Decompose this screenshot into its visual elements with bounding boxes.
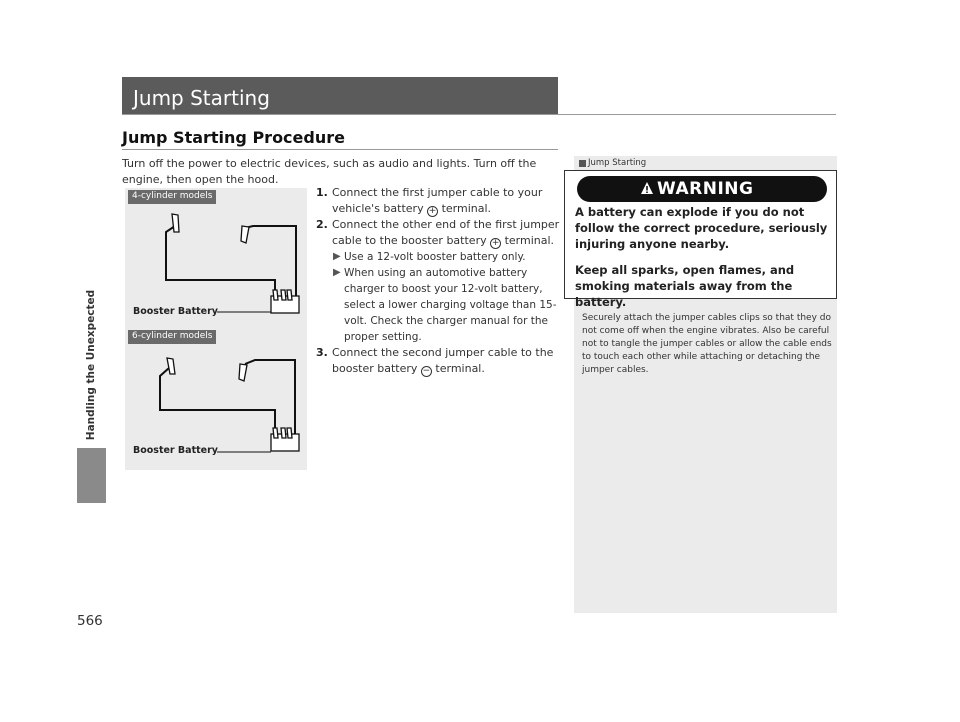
arrow-icon: ▶ (333, 267, 341, 278)
title-bar (122, 77, 558, 115)
step-text: terminal. (501, 234, 555, 247)
step-3 (316, 345, 560, 377)
warning-text: Keep all sparks, open flames, and smoking materials away from the battery. (575, 263, 795, 309)
diagram-4-cylinder (125, 188, 307, 328)
diagram-6-cylinder (125, 328, 307, 470)
booster-battery-label: Booster Battery (133, 306, 218, 317)
warning-triangle-icon (640, 181, 654, 195)
model-tag: 4-cylinder models (128, 190, 216, 204)
intro-text: Turn off the power to electric devices, such as audio and lights. Turn off the engine, then open the hood. (122, 157, 537, 186)
page-title: Jump Starting (133, 86, 270, 110)
section-rule (122, 149, 558, 150)
plus-terminal-icon: + (491, 238, 500, 248)
warning-title: WARNING (657, 179, 754, 199)
side-tab-marker (77, 448, 106, 503)
note-body: Securely attach the jumper cables clips so that they do not come off when the engine vibrates. Also be careful not to tangle the jumper cables or allow the cable ends to touch each other while attaching or detaching the jumper cables. (582, 313, 832, 375)
side-tab-label: Handling the Unexpected (85, 289, 97, 441)
step-text: terminal. (438, 202, 492, 215)
sub-step-text: When using an automotive battery charger to boost your 12-volt battery, select a lower charging voltage than 15-volt. Check the charger manual for the proper setting. (344, 267, 557, 343)
sub-step-text: Use a 12-volt booster battery only. (344, 251, 526, 263)
sub-step (316, 249, 560, 265)
step-1 (316, 185, 560, 217)
arrow-icon: ▶ (333, 251, 341, 262)
step-text: terminal. (431, 362, 485, 375)
plus-terminal-icon: + (428, 206, 437, 216)
step-number: 2. (316, 218, 328, 231)
step-number: 1. (316, 186, 328, 199)
section-title: Jump Starting Procedure (122, 128, 345, 147)
minus-terminal-icon: − (422, 366, 431, 376)
step-text: Connect the first jumper cable to your vehicle's battery (332, 186, 543, 215)
step-text: Connect the second jumper cable to the booster battery (332, 346, 554, 375)
step-2 (316, 217, 560, 249)
warning-box (564, 170, 837, 309)
step-number: 3. (316, 346, 328, 359)
step-text: Connect the other end of the first jumper cable to the booster battery (332, 218, 560, 247)
reference-icon (579, 160, 586, 167)
warning-header (577, 176, 827, 202)
title-rule (122, 114, 836, 115)
warning-text: A battery can explode if you do not follow the correct procedure, seriously injuring anyone nearby. (575, 205, 828, 251)
model-tag: 6-cylinder models (128, 330, 216, 344)
page-number: 566 (77, 613, 103, 629)
note-reference: Jump Starting (588, 158, 647, 168)
sub-step (316, 265, 560, 345)
booster-battery-label: Booster Battery (133, 445, 218, 456)
procedure-steps (316, 185, 560, 377)
